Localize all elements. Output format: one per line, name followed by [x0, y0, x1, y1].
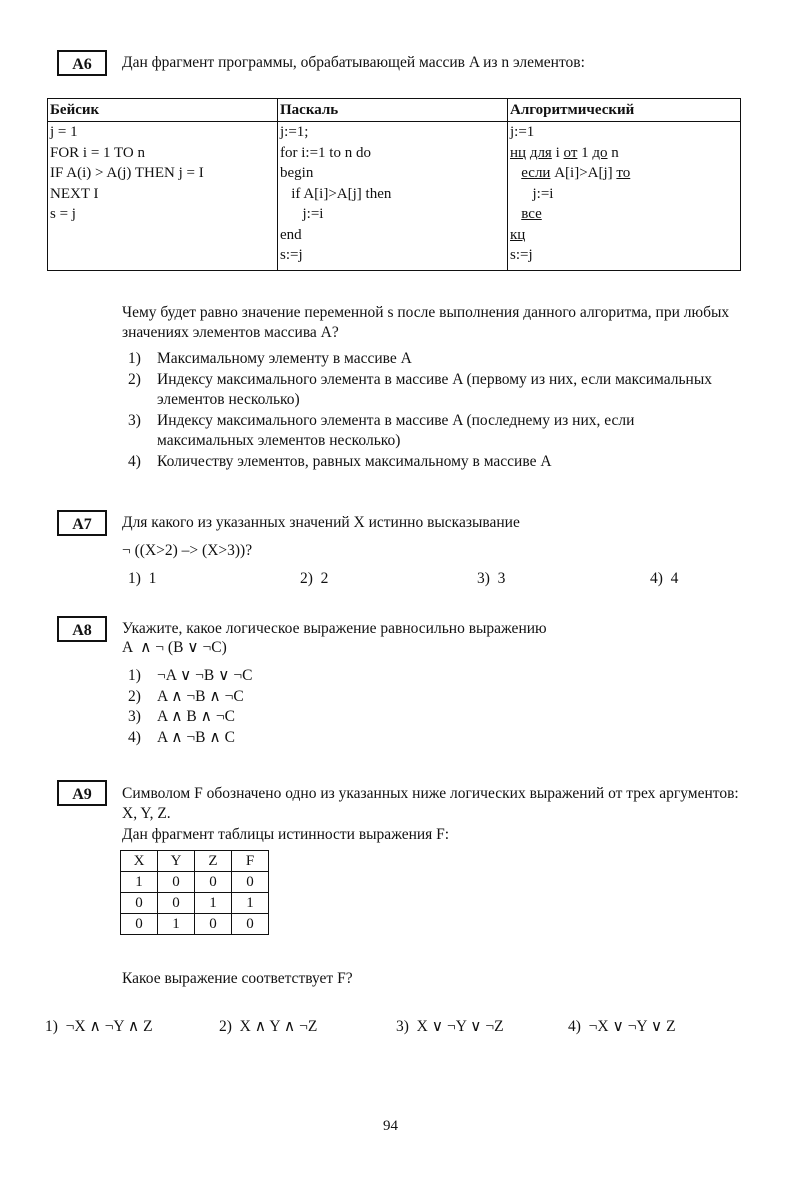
truth-header-cell: Z: [195, 851, 232, 872]
option-text: A ∧ ¬B ∧ C: [157, 728, 235, 746]
code-line: if A[i]>A[j] then: [280, 185, 392, 202]
option: [128, 728, 252, 749]
a9-option-3: 3) X ∨ ¬Y ∨ ¬Z: [396, 1018, 504, 1035]
truth-cell: 0: [195, 914, 232, 935]
code-line: [510, 163, 738, 184]
a8-options: [128, 666, 252, 748]
table-row: [121, 914, 269, 935]
truth-cell: 1: [158, 914, 195, 935]
header-basic: Бейсик: [48, 99, 278, 122]
question-label-a8: A8: [57, 616, 107, 642]
keyword: от: [563, 144, 578, 161]
truth-cell: 1: [195, 893, 232, 914]
a9-prompt: Символом F обозначено одно из указанных ниже логических выражений от трех аргументов: X, Y, Z.: [122, 785, 739, 822]
a9-option-2: 2) X ∧ Y ∧ ¬Z: [219, 1018, 318, 1035]
program-table: [47, 98, 741, 271]
option: [128, 666, 252, 687]
header-pascal: Паскаль: [278, 99, 508, 122]
question-label-a6: A6: [57, 50, 107, 76]
a7-option-2: 2) 2: [300, 570, 329, 587]
option-number: 3): [128, 708, 141, 725]
code-line: [510, 204, 738, 225]
option-text: ¬A ∨ ¬B ∨ ¬C: [157, 667, 253, 684]
option-text: Максимальному элементу в массиве A: [157, 350, 412, 367]
table-row: [121, 872, 269, 893]
option: [128, 411, 718, 452]
code-line: j:=1: [510, 124, 535, 140]
a8-expression: A ∧ ¬ (B ∨ ¬C): [122, 639, 227, 656]
a7-option-3: 3) 3: [477, 570, 506, 587]
option: [128, 349, 718, 370]
truth-cell: 0: [158, 872, 195, 893]
option-text: A ∧ ¬B ∧ ¬C: [157, 687, 244, 705]
a8-prompt: Укажите, какое логическое выражение равносильно выражению: [122, 620, 547, 637]
option: [128, 707, 252, 728]
keyword: для: [529, 144, 552, 161]
truth-cell: 0: [121, 893, 158, 914]
keyword: то: [616, 165, 631, 181]
code-line: IF A(i) > A(j) THEN j = I: [50, 165, 204, 181]
code-line: s:=j: [510, 247, 533, 263]
code-line: [510, 225, 738, 246]
option-text: Индексу максимального элемента в массиве A (первому из них, если максимальных элементов несколько): [157, 370, 712, 408]
header-algorithmic: Алгоритмический: [508, 99, 741, 122]
code-line: s = j: [50, 206, 76, 222]
a9-prompt-table: Дан фрагмент таблицы истинности выражения F:: [122, 826, 450, 843]
option-number: 4): [128, 728, 141, 746]
a9-option-4: 4) ¬X ∨ ¬Y ∨ Z: [568, 1018, 676, 1035]
truth-cell: 0: [195, 872, 232, 893]
option-number: 2): [128, 687, 141, 705]
truth-cell: 0: [232, 872, 269, 893]
keyword: все: [521, 206, 542, 222]
code-line: end: [280, 226, 302, 243]
a7-prompt: Для какого из указанных значений X истинно высказывание: [122, 514, 520, 531]
option-text: A ∧ B ∧ ¬C: [157, 708, 235, 725]
a9-question: Какое выражение соответствует F?: [122, 970, 353, 987]
code-line: [510, 184, 738, 205]
code-line: j:=1;: [280, 124, 309, 140]
page-number: 94: [383, 1118, 398, 1134]
keyword: кц: [510, 226, 526, 243]
truth-cell: 1: [232, 893, 269, 914]
option-text: Количеству элементов, равных максимальному в массиве A: [157, 452, 552, 470]
option: [128, 687, 252, 708]
truth-cell: 0: [158, 893, 195, 914]
code-fragment: A[i]>A[j]: [550, 165, 617, 181]
code-line: begin: [280, 165, 314, 181]
option-number: 4): [128, 452, 141, 470]
algorithmic-code: [508, 122, 741, 271]
code-line: FOR i = 1 TO n: [50, 144, 146, 161]
option-number: 1): [128, 667, 141, 684]
a7-expression: ¬ ((X>2) –> (X>3))?: [122, 542, 253, 559]
option-number: 2): [128, 370, 141, 388]
basic-code: [48, 122, 278, 271]
table-row: [121, 893, 269, 914]
keyword: нц: [510, 144, 527, 161]
code-line: j = 1: [50, 124, 78, 140]
option-number: 1): [128, 350, 141, 367]
a7-option-1: 1) 1: [128, 570, 157, 587]
option-text: Индексу максимального элемента в массиве A (последнему из них, если максимальных элементов несколько): [157, 411, 635, 449]
option-number: 3): [128, 411, 141, 429]
truth-cell: 0: [232, 914, 269, 935]
question-label-a7: A7: [57, 510, 107, 536]
a6-prompt: Дан фрагмент программы, обрабатывающей массив A из n элементов:: [122, 54, 585, 71]
code-fragment: j:=i: [532, 185, 554, 202]
option: [128, 452, 718, 473]
a6-question: Чему будет равно значение переменной s после выполнения данного алгоритма, при любых значениях элементов массива A?: [122, 304, 730, 341]
truth-cell: 0: [121, 914, 158, 935]
code-line: for i:=1 to n do: [280, 144, 371, 161]
truth-cell: 1: [121, 872, 158, 893]
code-fragment: n: [607, 144, 619, 161]
a7-option-4: 4) 4: [650, 570, 679, 587]
code-line: NEXT I: [50, 185, 99, 202]
truth-header-cell: Y: [158, 851, 195, 872]
keyword: если: [521, 165, 551, 181]
a6-options: [128, 349, 718, 472]
a9-option-1: 1) ¬X ∧ ¬Y ∧ Z: [45, 1018, 153, 1035]
question-label-a9: A9: [57, 780, 107, 806]
option: [128, 370, 718, 411]
pascal-code: [278, 122, 508, 271]
code-fragment: 1: [577, 144, 593, 161]
code-line: j:=i: [280, 206, 324, 222]
code-line: [510, 143, 738, 164]
code-fragment: i: [551, 144, 564, 161]
truth-header-cell: X: [121, 851, 158, 872]
truth-header-cell: F: [232, 851, 269, 872]
truth-table: [120, 850, 269, 935]
code-line: s:=j: [280, 247, 303, 263]
keyword: до: [592, 144, 608, 161]
